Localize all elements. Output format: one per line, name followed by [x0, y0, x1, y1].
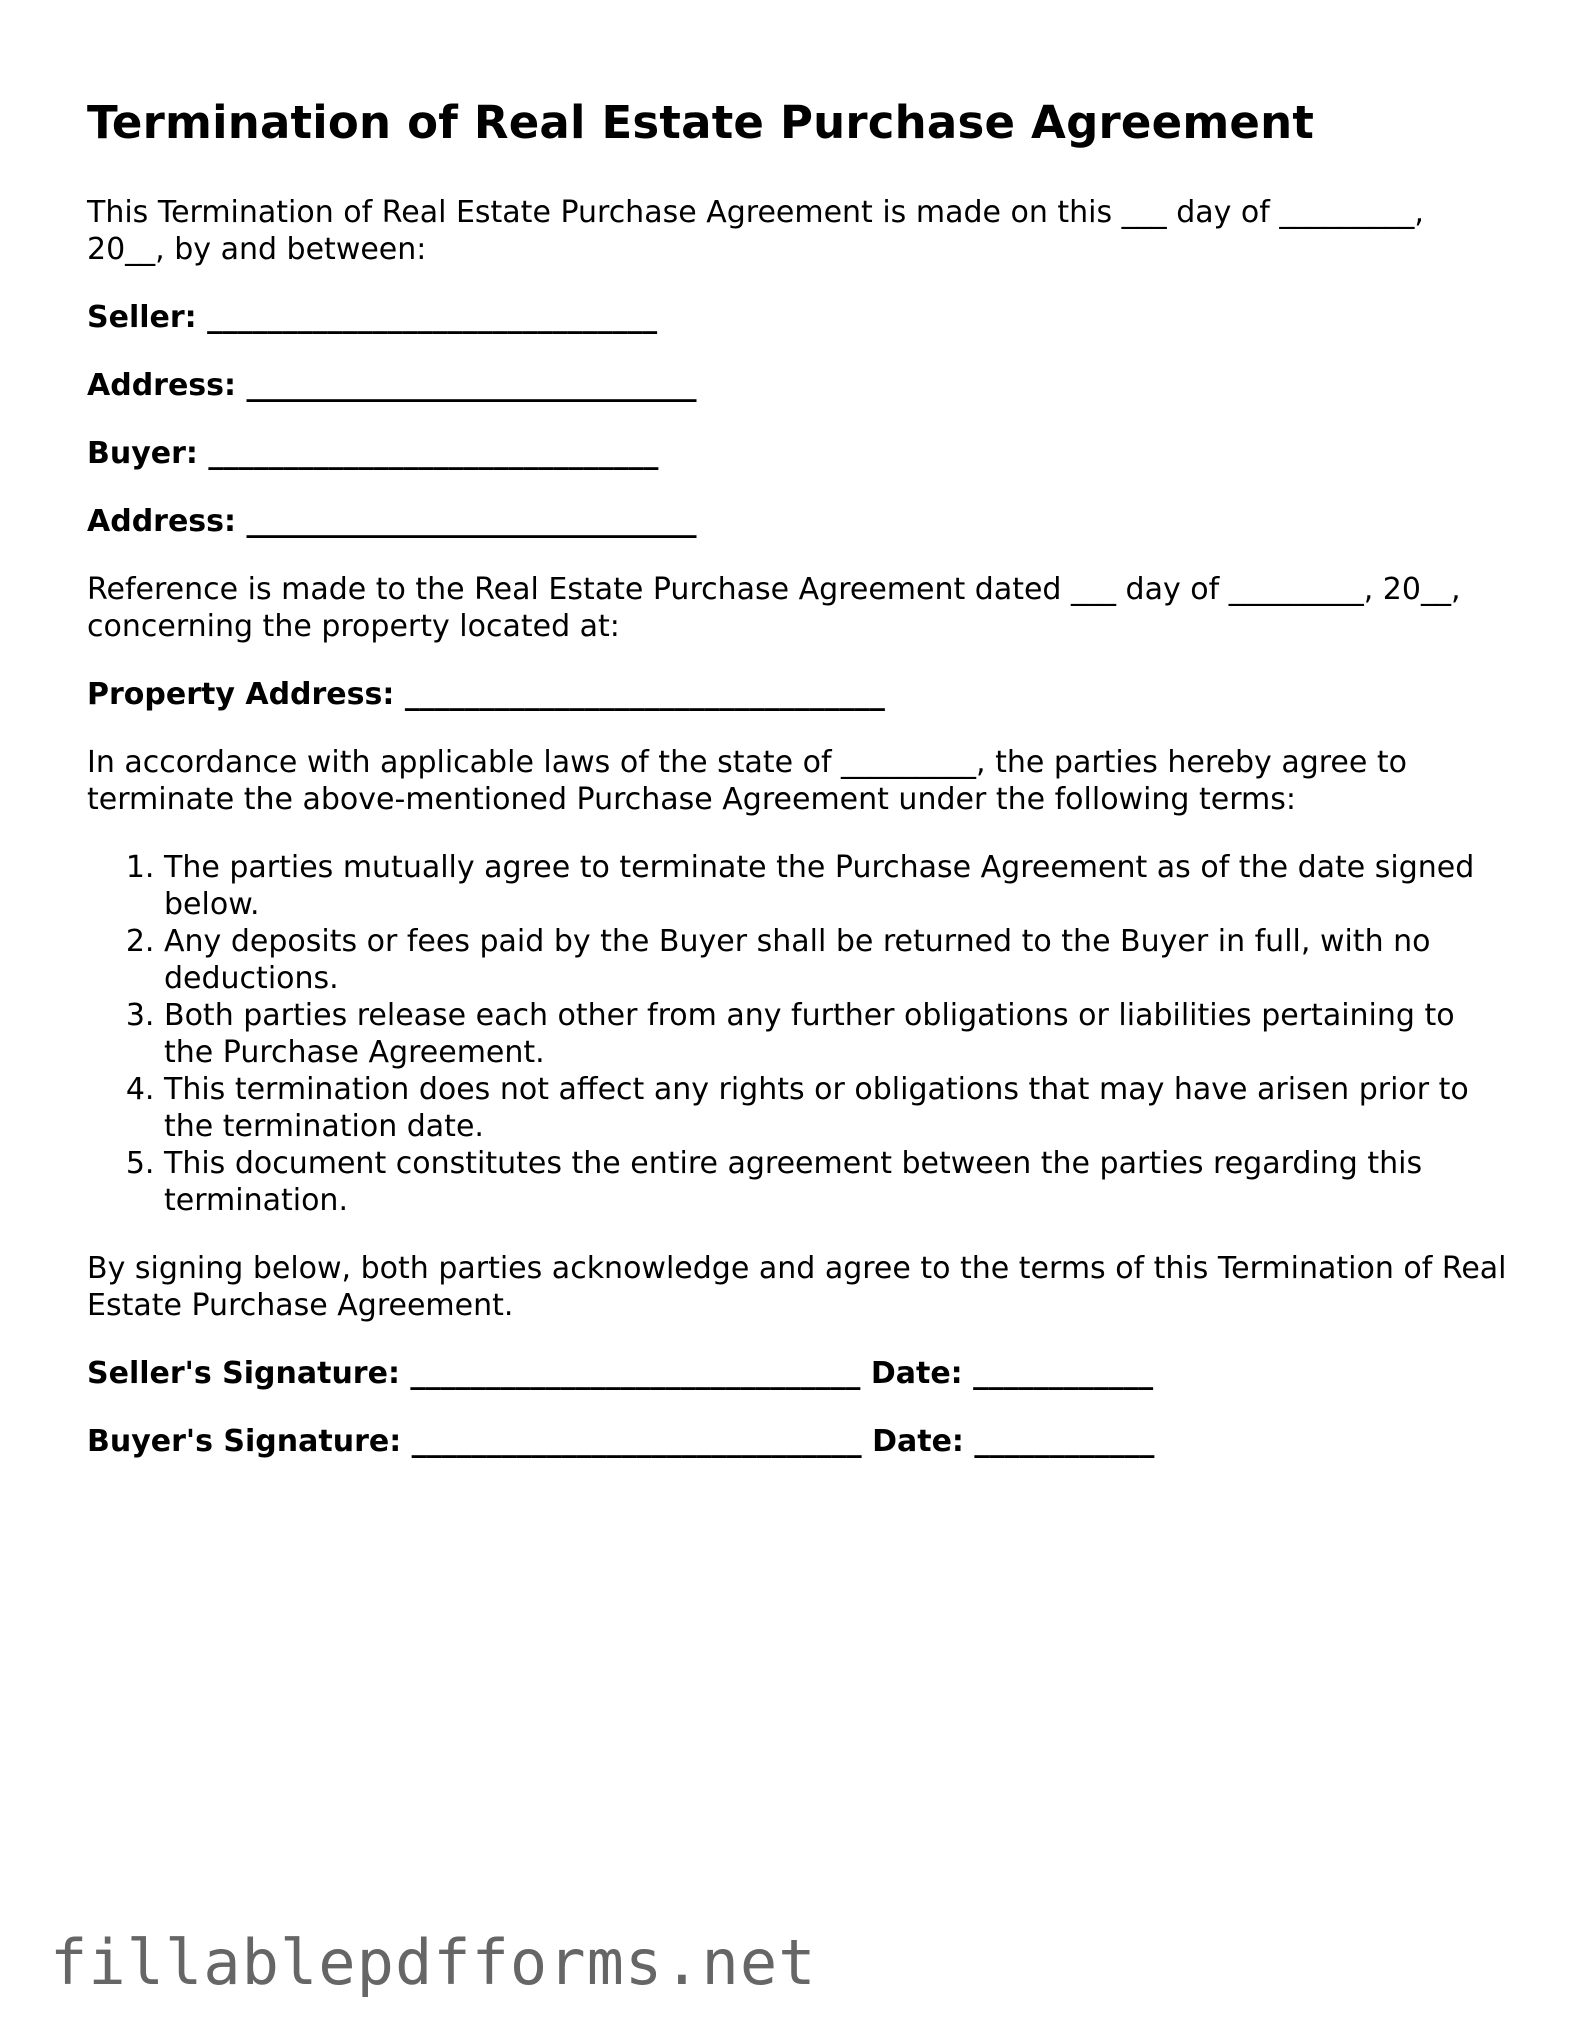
- property-address-field: Property Address: ________________________________: [87, 677, 885, 712]
- term-item: 5. This document constitutes the entire agreement between the parties regarding this termination.: [164, 1145, 1507, 1219]
- term-item: 2. Any deposits or fees paid by the Buyer shall be returned to the Buyer in full, with no deductions.: [164, 923, 1507, 997]
- document-title: Termination of Real Estate Purchase Agreement: [87, 96, 1315, 149]
- term-item: 4. This termination does not affect any rights or obligations that may have arisen prior to the termination date.: [164, 1071, 1507, 1145]
- accordance-paragraph: In accordance with applicable laws of the state of _________, the parties hereby agree to terminate the above-mentioned Purchase Agreement under the following terms:: [87, 745, 1407, 817]
- term-item: 3. Both parties release each other from any further obligations or liabilities pertaining to the Purchase Agreement.: [164, 997, 1507, 1071]
- intro-paragraph: This Termination of Real Estate Purchase Agreement is made on this ___ day of _________, 20__, by and between:: [87, 195, 1424, 267]
- seller-address-field: Address: ______________________________: [87, 368, 697, 403]
- terms-list: [87, 849, 1507, 1219]
- term-item: 1. The parties mutually agree to terminate the Purchase Agreement as of the date signed below.: [164, 849, 1507, 923]
- reference-paragraph: Reference is made to the Real Estate Purchase Agreement dated ___ day of _________, 20__, concerning the property located at:: [87, 572, 1461, 644]
- buyer-signature-line: Buyer's Signature: ______________________________ Date: ____________: [87, 1424, 1155, 1459]
- buyer-field: Buyer: ______________________________: [87, 436, 659, 471]
- seller-field: Seller: ______________________________: [87, 300, 658, 335]
- watermark-text: fillablepdfforms.net: [50, 1926, 817, 1999]
- acknowledgment-paragraph: By signing below, both parties acknowledge and agree to the terms of this Termination of Real Estate Purchase Agreement.: [87, 1251, 1507, 1323]
- seller-signature-line: Seller's Signature: ______________________________ Date: ____________: [87, 1356, 1154, 1391]
- buyer-address-field: Address: ______________________________: [87, 504, 697, 539]
- document-page: [87, 96, 1507, 1491]
